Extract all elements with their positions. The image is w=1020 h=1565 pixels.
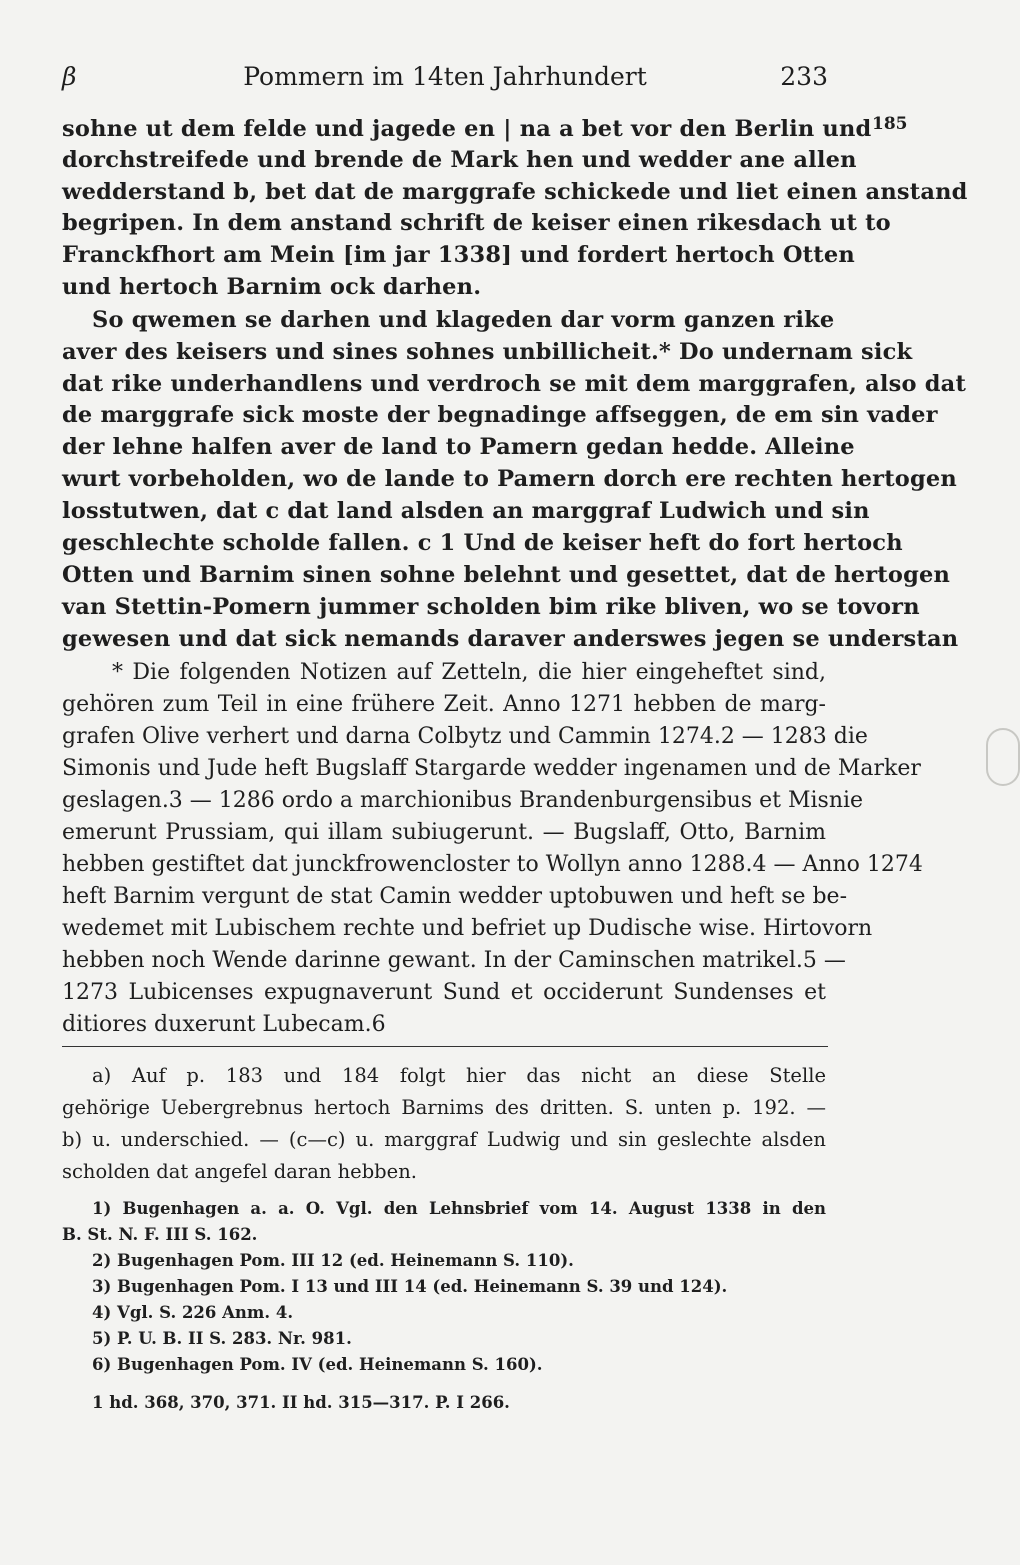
main-text-line: aver des keisers und sines sohnes unbillicheit.* Do undernam sick bbox=[62, 339, 913, 365]
margin-page-reference: 185 bbox=[872, 114, 908, 134]
note-text-line: 1273 Lubicenses expugnaverunt Sund et occiderunt Sundenses et bbox=[62, 980, 826, 1005]
main-text-line: und hertoch Barnim ock darhen. bbox=[62, 274, 482, 300]
main-text-line: sohne ut dem felde und jagede en | na a bet vor den Berlin und bbox=[62, 116, 872, 142]
main-text-line: losstutwen, dat c dat land alsden an marggraf Ludwich und sin bbox=[62, 498, 870, 524]
main-text-line: wedderstand b, bet dat de marggrafe schickede und liet einen anstand bbox=[62, 179, 968, 205]
main-text-line: van Stettin-Pomern jummer scholden bim rike bliven, wo se tovorn bbox=[62, 594, 920, 620]
main-text-line: geschlechte scholde fallen. c 1 Und de keiser heft do fort hertoch bbox=[62, 530, 903, 556]
running-header bbox=[62, 62, 828, 96]
note-text-line: heft Barnim vergunt de stat Camin wedder uptobuwen und heft se be- bbox=[62, 884, 847, 909]
note-text-line: wedemet mit Lubischem rechte und befriet up Dudische wise. Hirtovorn bbox=[62, 916, 873, 941]
main-text-line: Otten und Barnim sinen sohne belehnt und gesettet, dat de hertogen bbox=[62, 562, 951, 588]
binding-shadow bbox=[986, 728, 1020, 786]
note-text-line: gehören zum Teil in eine frühere Zeit. Anno 1271 hebben de marg- bbox=[62, 692, 826, 717]
footnote-line: 3) Bugenhagen Pom. I 13 und III 14 (ed. Heinemann S. 39 und 124). bbox=[92, 1277, 728, 1296]
apparatus-line: a) Auf p. 183 und 184 folgt hier das nicht an diese Stelle bbox=[92, 1064, 826, 1087]
footnote-line: 4) Vgl. S. 226 Anm. 4. bbox=[92, 1303, 294, 1322]
note-text-line: ditiores duxerunt Lubecam.6 bbox=[62, 1012, 386, 1037]
main-text-line: der lehne halfen aver de land to Pamern gedan hedde. Alleine bbox=[62, 434, 855, 460]
main-text-line: begripen. In dem anstand schrift de keiser einen rikesdach ut to bbox=[62, 210, 891, 236]
note-text-line: * Die folgenden Notizen auf Zetteln, die hier eingeheftet sind, bbox=[112, 660, 826, 685]
main-text-line: So qwemen se darhen und klageden dar vorm ganzen rike bbox=[92, 307, 835, 333]
main-text-line: de marggrafe sick moste der begnadinge affseggen, de em sin vader bbox=[62, 402, 938, 428]
note-text-line: hebben gestiftet dat junckfrowencloster to Wollyn anno 1288.4 — Anno 1274 bbox=[62, 852, 923, 877]
signature-mark: β bbox=[62, 62, 77, 91]
note-text-line: geslagen.3 — 1286 ordo a marchionibus Brandenburgensibus et Misnie bbox=[62, 788, 864, 813]
apparatus-line: b) u. underschied. — (c—c) u. marggraf Ludwig und sin geslechte alsden bbox=[62, 1128, 826, 1151]
footnote-line: B. St. N. F. III S. 162. bbox=[62, 1225, 258, 1244]
main-text-line: wurt vorbeholden, wo de lande to Pamern dorch ere rechten hertogen bbox=[62, 466, 957, 492]
page-number: 233 bbox=[780, 62, 828, 91]
apparatus-line: scholden dat angefel daran hebben. bbox=[62, 1160, 417, 1183]
footnote-line: 5) P. U. B. II S. 283. Nr. 981. bbox=[92, 1329, 352, 1348]
main-text-line: gewesen und dat sick nemands daraver anderswes jegen se understan bbox=[62, 626, 959, 652]
note-text-line: grafen Olive verhert und darna Colbytz und Cammin 1274.2 — 1283 die bbox=[62, 724, 868, 749]
running-title: Pommern im 14ten Jahrhundert bbox=[243, 62, 647, 91]
note-text-line: Simonis und Jude heft Bugslaff Stargarde wedder ingenamen und de Marker bbox=[62, 756, 921, 781]
footnote-separator bbox=[62, 1046, 828, 1047]
source-references: 1 hd. 368, 370, 371. II hd. 315—317. P. I 266. bbox=[92, 1393, 510, 1412]
note-text-line: emerunt Prussiam, qui illam subiugerunt. — Bugslaff, Otto, Barnim bbox=[62, 820, 826, 845]
main-text-line: dat rike underhandlens und verdroch se mit dem marggrafen, also dat bbox=[62, 371, 967, 397]
apparatus-line: gehörige Uebergrebnus hertoch Barnims des dritten. S. unten p. 192. — bbox=[62, 1096, 826, 1119]
main-text-line: Franckfhort am Mein [im jar 1338] und fordert hertoch Otten bbox=[62, 242, 855, 268]
footnote-line: 6) Bugenhagen Pom. IV (ed. Heinemann S. 160). bbox=[92, 1355, 543, 1374]
main-text-line: dorchstreifede und brende de Mark hen und wedder ane allen bbox=[62, 147, 857, 173]
footnote-line: 2) Bugenhagen Pom. III 12 (ed. Heinemann S. 110). bbox=[92, 1251, 574, 1270]
footnote-line: 1) Bugenhagen a. a. O. Vgl. den Lehnsbrief vom 14. August 1338 in den bbox=[92, 1199, 826, 1218]
note-text-line: hebben noch Wende darinne gewant. In der Caminschen matrikel.5 — bbox=[62, 948, 846, 973]
